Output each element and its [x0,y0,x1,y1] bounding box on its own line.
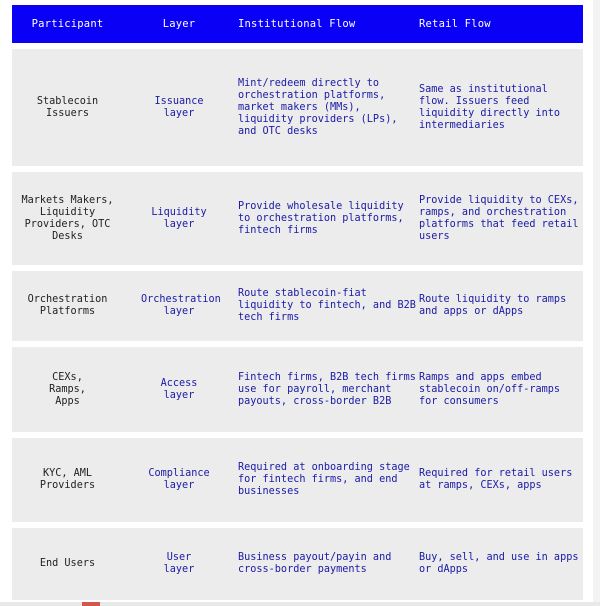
participant-cell: Stablecoin Issuers [36,95,99,119]
institutional-cell: Mint/redeem directly to orchestration platforms, market makers (MMs), liquidity providers (LPs), and OTC desks [238,77,398,137]
participant-cell: CEXs, Ramps, Apps [49,371,86,407]
institutional-cell: Route stablecoin-fiat liquidity to fintech, and B2B tech firms [238,288,416,323]
participant-cell: KYC, AML Providers [39,468,96,491]
retail-cell: Ramps and apps embed stablecoin on/off-ramps for consumers [419,371,561,407]
institutional-cell: Fintech firms, B2B tech firms use for payroll, merchant payouts, cross-border B2B [238,371,416,407]
institutional-cell: Business payout/payin and cross-border payments [238,552,392,575]
table-row [12,271,583,341]
layer-cell: Access layer [160,377,198,401]
retail-cell: Same as institutional flow. Issuers feed liquidity directly into intermediaries [419,83,561,131]
layer-cell: Liquidity layer [151,206,207,230]
bottom-edge-mark [82,602,100,606]
retail-cell: Provide liquidity to CEXs, ramps, and orchestration platforms that feed retail users [419,194,579,242]
layer-cell: Issuance layer [154,95,204,119]
layer-cell: Compliance layer [148,468,210,491]
header-layer: Layer [162,18,196,30]
header-institutional-flow: Institutional Flow [238,18,356,30]
table-row [12,528,583,600]
participant-cell: End Users [39,558,96,569]
layer-cell: User layer [163,552,195,575]
table-row [12,438,583,522]
table-row [12,49,583,166]
right-edge-strip [593,0,600,606]
retail-cell: Required for retail users at ramps, CEXs, apps [419,468,573,491]
comparison-table [12,5,583,600]
institutional-cell: Provide wholesale liquidity to orchestration platforms, fintech firms [238,200,404,236]
participant-cell: Markets Makers, Liquidity Providers, OTC Desks [21,194,114,242]
table-row [12,172,583,265]
layer-cell: Orchestration layer [141,294,221,317]
table-row [12,347,583,432]
header-participant: Participant [31,18,104,30]
header-retail-flow: Retail Flow [419,18,491,30]
table-header [12,5,583,43]
institutional-cell: Required at onboarding stage for fintech firms, and end businesses [238,462,410,497]
participant-cell: Orchestration Platforms [27,294,108,317]
retail-cell: Buy, sell, and use in apps or dApps [419,552,579,575]
retail-cell: Route liquidity to ramps and apps or dApps [419,294,567,317]
